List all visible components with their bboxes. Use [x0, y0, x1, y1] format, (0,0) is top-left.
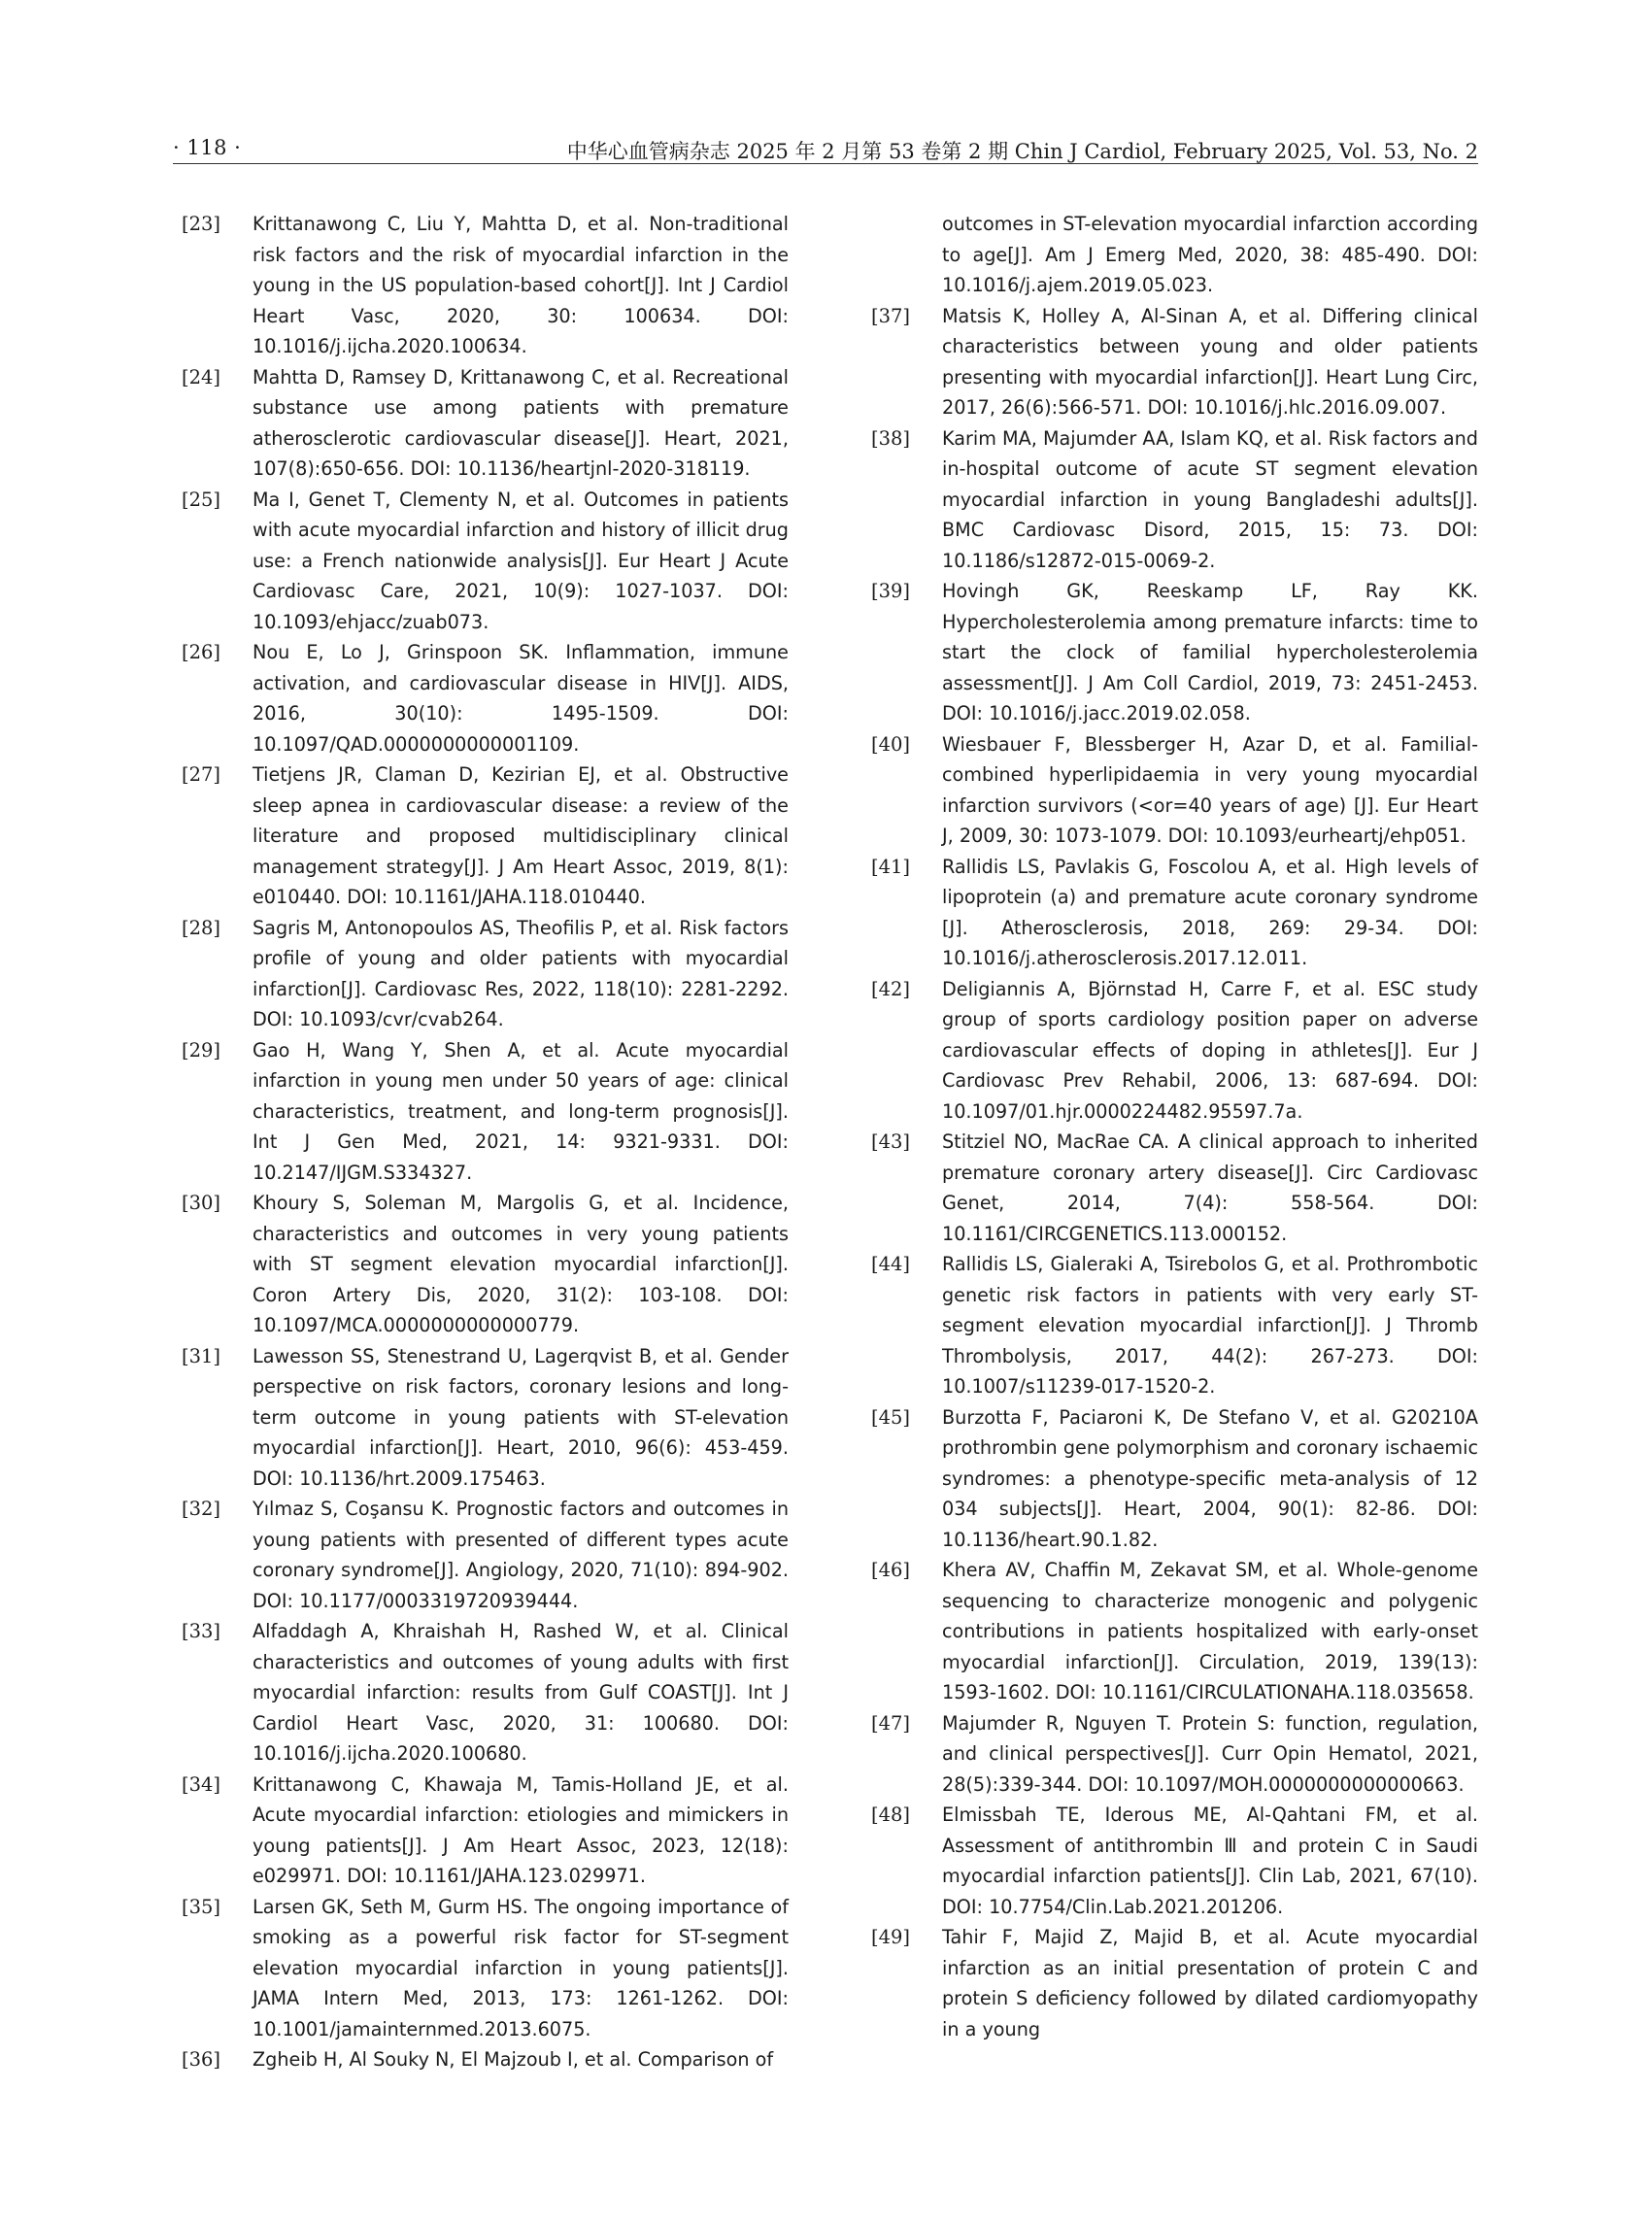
- reference-text: Ma I, Genet T, Clementy N, et al. Outcomes in patients with acute myocardial infarction and history of illicit drug use: a French nationwide analysis[J]. Eur Heart J Acute Cardiovasc Care, 2021, 10(9): 1027-1037. DOI: 10.1093/ehjacc/zuab073.: [253, 488, 789, 633]
- reference-text: Tahir F, Majid Z, Majid B, et al. Acute myocardial infarction as an initial presentation of protein C and protein S deficiency followed by dilated cardiomyopathy in a young: [942, 1926, 1478, 2040]
- reference-number: [47]: [871, 1711, 911, 1735]
- reference-number: [23]: [182, 213, 221, 235]
- reference-entry: [182, 209, 789, 362]
- reference-text: Wiesbauer F, Blessberger H, Azar D, et al. Familial-combined hyperlipidaemia in very young myocardial infarction survivors (<or=40 years of age) [J]. Eur Heart J, 2009, 30: 1073-1079. DOI: 10.1093/eurheartj/ehp051.: [942, 732, 1478, 847]
- reference-number: [40]: [871, 732, 911, 756]
- reference-text: Majumder R, Nguyen T. Protein S: function, regulation, and clinical perspectives[J]. Curr Opin Hematol, 2021, 28(5):339-344. DOI: 10.1097/MOH.0000000000000663.: [942, 1711, 1478, 1796]
- reference-entry: [871, 1800, 1478, 1922]
- reference-text: Tietjens JR, Claman D, Kezirian EJ, et al. Obstructive sleep apnea in cardiovascular disease: a review of the literature and proposed multidisciplinary clinical management strategy[J]. J Am Heart Assoc, 2019, 8(1): e010440. DOI: 10.1161/JAHA.118.010440.: [253, 763, 789, 908]
- reference-text: Burzotta F, Paciaroni K, De Stefano V, et al. G20210A prothrombin gene polymorphism and coronary ischaemic syndromes: a phenotype-specific meta-analysis of 12 034 subjects[J]. Heart, 2004, 90(1): 82-86. DOI: 10.1136/heart.90.1.82.: [942, 1405, 1478, 1551]
- reference-entry: [182, 485, 789, 638]
- reference-text: Rallidis LS, Pavlakis G, Foscolou A, et al. High levels of lipoprotein (a) and premature acute coronary syndrome [J]. Atherosclerosis, 2018, 269: 29-34. DOI: 10.1016/j.atherosclerosis.2017.12.011.: [942, 855, 1478, 969]
- reference-entry: [871, 729, 1478, 852]
- reference-number: [29]: [182, 1038, 221, 1062]
- reference-text: Rallidis LS, Gialeraki A, Tsirebolos G, et al. Prothrombotic genetic risk factors in patients with very early ST-segment elevation myocardial infarction[J]. J Thromb Thrombolysis, 2017, 44(2): 267-273. DOI: 10.1007/s11239-017-1520-2.: [942, 1253, 1478, 1398]
- reference-text: Stitziel NO, MacRae CA. A clinical approach to inherited premature coronary artery disease[J]. Circ Cardiovasc Genet, 2014, 7(4): 558-564. DOI: 10.1161/CIRCGENETICS.113.000152.: [942, 1130, 1478, 1245]
- reference-text: Hovingh GK, Reeskamp LF, Ray KK. Hypercholesterolemia among premature infarcts: time to start the clock of familial hypercholesterolemia assessment[J]. J Am Coll Cardiol, 2019, 73: 2451-2453. DOI: 10.1016/j.jacc.2019.02.058.: [942, 580, 1478, 725]
- reference-number: [44]: [871, 1253, 911, 1275]
- reference-entry: [871, 1555, 1478, 1708]
- reference-number: [34]: [182, 1772, 221, 1796]
- reference-entry: [871, 576, 1478, 729]
- reference-number: [25]: [182, 488, 221, 511]
- reference-number: [39]: [871, 580, 911, 602]
- page-number: · 118 ·: [173, 136, 242, 159]
- reference-entry: [871, 852, 1478, 974]
- reference-text: Karim MA, Majumder AA, Islam KQ, et al. Risk factors and in-hospital outcome of acute ST segment elevation myocardial infarction in young Bangladeshi adults[J]. BMC Cardiovasc Disord, 2015, 15: 73. DOI: 10.1186/s12872-015-0069-2.: [942, 426, 1478, 572]
- reference-number: [43]: [871, 1130, 911, 1153]
- reference-number: [41]: [871, 855, 911, 878]
- reference-number: [37]: [871, 304, 911, 327]
- reference-entry: [871, 1922, 1478, 2044]
- reference-entry: [871, 423, 1478, 577]
- reference-number: [49]: [871, 1926, 911, 1948]
- reference-text: Alfaddagh A, Khraishah H, Rashed W, et al. Clinical characteristics and outcomes of young adults with first myocardial infarction: results from Gulf COAST[J]. Int J Cardiol Heart Vasc, 2020, 31: 100680. DOI: 10.1016/j.ijcha.2020.100680.: [253, 1620, 789, 1765]
- reference-number: [48]: [871, 1804, 911, 1826]
- reference-number: [33]: [182, 1620, 221, 1642]
- reference-text: Larsen GK, Seth M, Gurm HS. The ongoing importance of smoking as a powerful risk factor for ST-segment elevation myocardial infarction in young patients[J]. JAMA Intern Med, 2013, 173: 1261-1262. DOI: 10.1001/jamainternmed.2013.6075.: [253, 1895, 789, 2040]
- reference-entry: [182, 1035, 789, 1189]
- reference-entry: [182, 1341, 789, 1495]
- reference-entry: [871, 301, 1478, 423]
- reference-entry: [871, 1127, 1478, 1249]
- reference-entry: [182, 1892, 789, 2045]
- reference-number: [27]: [182, 763, 221, 786]
- reference-text: Zgheib H, Al Souky N, El Majzoub I, et al. Comparison of: [253, 2048, 774, 2071]
- header-rule: [173, 163, 1478, 164]
- reference-number: [36]: [182, 2048, 221, 2071]
- reference-number: [42]: [871, 977, 911, 1000]
- reference-text: Elmissbah TE, Iderous ME, Al-Qahtani FM, et al. Assessment of antithrombin Ⅲ and protein C in Saudi myocardial infarction patients[J]. Clin Lab, 2021, 67(10). DOI: 10.7754/Clin.Lab.2021.201206.: [942, 1804, 1478, 1918]
- reference-number: [24]: [182, 365, 221, 388]
- reference-number: [46]: [871, 1559, 911, 1581]
- reference-text: Mahtta D, Ramsey D, Krittanawong C, et al. Recreational substance use among patients with premature atherosclerotic cardiovascular disease[J]. Heart, 2021, 107(8):650-656. DOI: 10.1136/heartjnl-2020-318119.: [253, 365, 789, 480]
- reference-entry: [871, 974, 1478, 1128]
- reference-text: Sagris M, Antonopoulos AS, Theofilis P, et al. Risk factors profile of young and older patients with myocardial infarction[J]. Cardiovasc Res, 2022, 118(10): 2281-2292. DOI: 10.1093/cvr/cvab264.: [253, 916, 789, 1030]
- reference-entry: [182, 1494, 789, 1616]
- reference-entry: [182, 1188, 789, 1341]
- running-head: 中华心血管病杂志 2025 年 2 月第 53 卷第 2 期 Chin J Cardiol, February 2025, Vol. 53, No. 2: [566, 140, 1478, 163]
- reference-entry: [182, 362, 789, 485]
- reference-text: Krittanawong C, Khawaja M, Tamis-Holland JE, et al. Acute myocardial infarction: etiologies and mimickers in young patients[J]. J Am Heart Assoc, 2023, 12(18): e029971. DOI: 10.1161/JAHA.123.029971.: [253, 1772, 789, 1887]
- reference-column-right: [871, 209, 1478, 2044]
- reference-entry: [182, 637, 789, 759]
- reference-entry: [182, 1770, 789, 1892]
- reference-entry: [871, 1249, 1478, 1402]
- reference-number: [31]: [182, 1344, 221, 1367]
- reference-number: [32]: [182, 1498, 221, 1520]
- reference-entry: [871, 1402, 1478, 1556]
- reference-continuation: outcomes in ST-elevation myocardial infarction according to age[J]. Am J Emerg Med, 2020, 38: 485-490. DOI: 10.1016/j.ajem.2019.05.023.: [942, 213, 1478, 296]
- reference-text: Matsis K, Holley A, Al-Sinan A, et al. Differing clinical characteristics between young and older patients presenting with myocardial infarction[J]. Heart Lung Circ, 2017, 26(6):566-571. DOI: 10.1016/j.hlc.2016.09.007.: [942, 304, 1478, 419]
- reference-text: Krittanawong C, Liu Y, Mahtta D, et al. Non-traditional risk factors and the risk of myocardial infarction in the young in the US population-based cohort[J]. Int J Cardiol Heart Vasc, 2020, 30: 100634. DOI: 10.1016/j.ijcha.2020.100634.: [253, 213, 789, 357]
- reference-text: Nou E, Lo J, Grinspoon SK. Inflammation, immune activation, and cardiovascular disease in HIV[J]. AIDS, 2016, 30(10): 1495-1509. DOI: 10.1097/QAD.0000000000001109.: [253, 641, 789, 756]
- reference-number: [30]: [182, 1192, 221, 1214]
- reference-number: [28]: [182, 916, 221, 939]
- reference-text: Yılmaz S, Coşansu K. Prognostic factors and outcomes in young patients with presented of different types acute coronary syndrome[J]. Angiology, 2020, 71(10): 894-902. DOI: 10.1177/0003319720939444.: [253, 1498, 789, 1612]
- reference-column-left: [182, 209, 789, 2075]
- page-header: [173, 132, 1478, 165]
- reference-entry: [182, 759, 789, 913]
- reference-text: Lawesson SS, Stenestrand U, Lagerqvist B, et al. Gender perspective on risk factors, coronary lesions and long-term outcome in young patients with ST-elevation myocardial infarction[J]. Heart, 2010, 96(6): 453-459. DOI: 10.1136/hrt.2009.175463.: [253, 1344, 789, 1490]
- reference-entry: [871, 1708, 1478, 1801]
- reference-number: [45]: [871, 1405, 911, 1429]
- reference-text: Gao H, Wang Y, Shen A, et al. Acute myocardial infarction in young men under 50 years of age: clinical characteristics, treatment, and long-term prognosis[J]. Int J Gen Med, 2021, 14: 9321-9331. DOI: 10.2147/IJGM.S334327.: [253, 1038, 789, 1184]
- reference-entry: [182, 2044, 789, 2075]
- reference-text: Khera AV, Chaffin M, Zekavat SM, et al. Whole-genome sequencing to characterize monogenic and polygenic contributions in patients hospitalized with early-onset myocardial infarction[J]. Circulation, 2019, 139(13): 1593-1602. DOI: 10.1161/CIRCULATIONAHA.118.035658.: [942, 1559, 1478, 1703]
- reference-number: [26]: [182, 641, 221, 663]
- reference-text: Khoury S, Soleman M, Margolis G, et al. Incidence, characteristics and outcomes in very young patients with ST segment elevation myocardial infarction[J]. Coron Artery Dis, 2020, 31(2): 103-108. DOI: 10.1097/MCA.0000000000000779.: [253, 1192, 789, 1336]
- reference-entry: [182, 913, 789, 1035]
- reference-text: Deligiannis A, Björnstad H, Carre F, et al. ESC study group of sports cardiology position paper on adverse cardiovascular effects of doping in athletes[J]. Eur J Cardiovasc Prev Rehabil, 2006, 13: 687-694. DOI: 10.1097/01.hjr.0000224482.95597.7a.: [942, 977, 1478, 1123]
- reference-number: [35]: [182, 1895, 221, 1918]
- reference-entry: [182, 1616, 789, 1770]
- reference-number: [38]: [871, 426, 911, 450]
